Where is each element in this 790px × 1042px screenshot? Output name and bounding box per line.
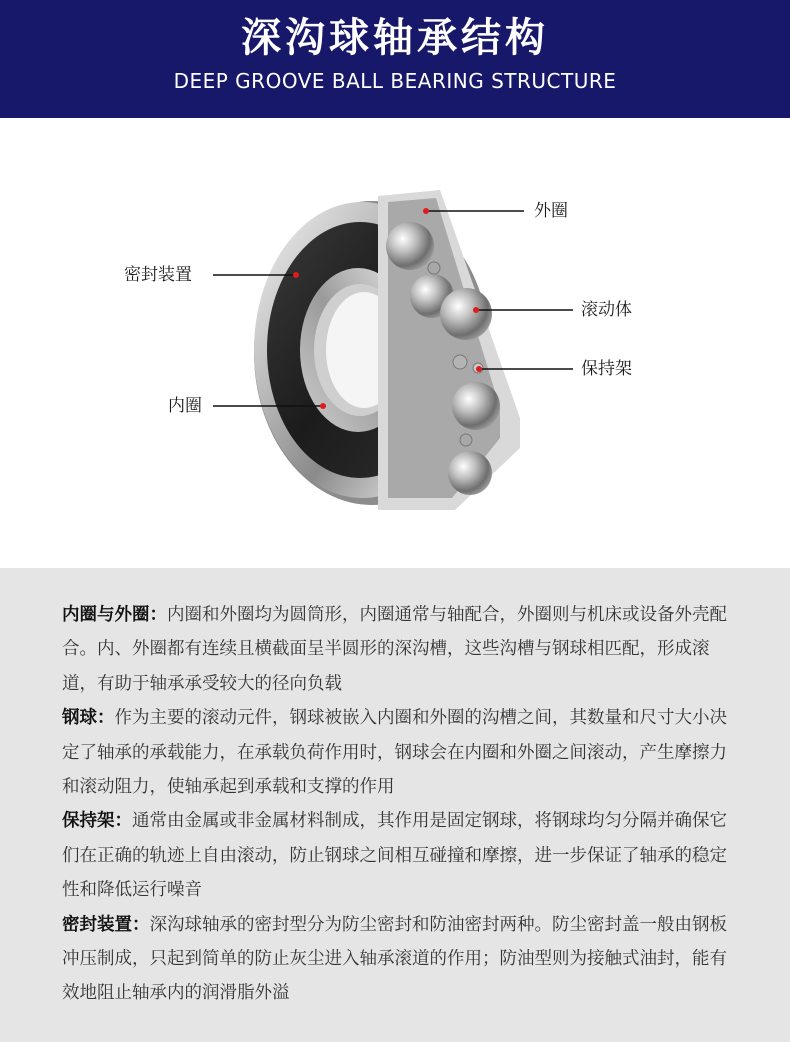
description-term: 内圈与外圈 (62, 605, 150, 625)
description-list (62, 598, 732, 1011)
description-item (62, 908, 732, 1011)
label-inner-ring: 内圈 (168, 396, 202, 416)
description-text: 通常由金属或非金属材料制成，其作用是固定钢球，将钢球均匀分隔并确保它们在正确的轨迹上自由滚动，防止钢球之间相互碰撞和摩擦，进一步保证了轴承的稳定性和降低运行噪音 (62, 811, 727, 901)
description-term: 钢球 (62, 708, 97, 729)
description-separator: ： (132, 914, 150, 935)
description-separator: ： (114, 811, 132, 832)
page-title: 深沟球轴承结构 (241, 15, 549, 61)
description-item (62, 804, 732, 907)
description-section (0, 568, 790, 1042)
description-text: 深沟球轴承的密封型分为防尘密封和防油密封两种。防尘密封盖一般由钢板冲压制成，只起到简单的防止灰尘进入轴承滚道的作用；防油型则为接触式油封，能有效地阻止轴承内的润滑脂外溢 (62, 914, 727, 1004)
description-text: 内圈和外圈均为圆筒形，内圈通常与轴配合，外圈则与机床或设备外壳配合。内、外圈都有连续且横截面呈半圆形的深沟槽，这些沟槽与钢球相匹配，形成滚道，有助于轴承承受较大的径向负载 (62, 605, 727, 694)
description-text: 作为主要的滚动元件，钢球被嵌入内圈和外圈的沟槽之间，其数量和尺寸大小决定了轴承的承载能力，在承载负荷作用时，钢球会在内圈和外圈之间滚动，产生摩擦力和滚动阻力，使轴承起到承载和支撑的作用 (62, 708, 727, 798)
label-cage: 保持架 (581, 359, 632, 379)
label-rolling-element: 滚动体 (581, 300, 632, 320)
description-item (62, 701, 732, 804)
description-separator: ： (97, 708, 115, 729)
description-term: 密封装置 (62, 914, 132, 935)
bearing-illustration (0, 118, 790, 568)
description-separator: ： (149, 605, 167, 625)
page-header (0, 0, 790, 118)
description-term: 保持架 (62, 811, 115, 832)
page-subtitle: DEEP GROOVE BALL BEARING STRUCTURE (173, 69, 617, 93)
bearing-diagram (0, 118, 790, 568)
label-seal: 密封装置 (124, 265, 192, 285)
description-item (62, 598, 732, 701)
label-outer-ring: 外圈 (534, 201, 568, 221)
